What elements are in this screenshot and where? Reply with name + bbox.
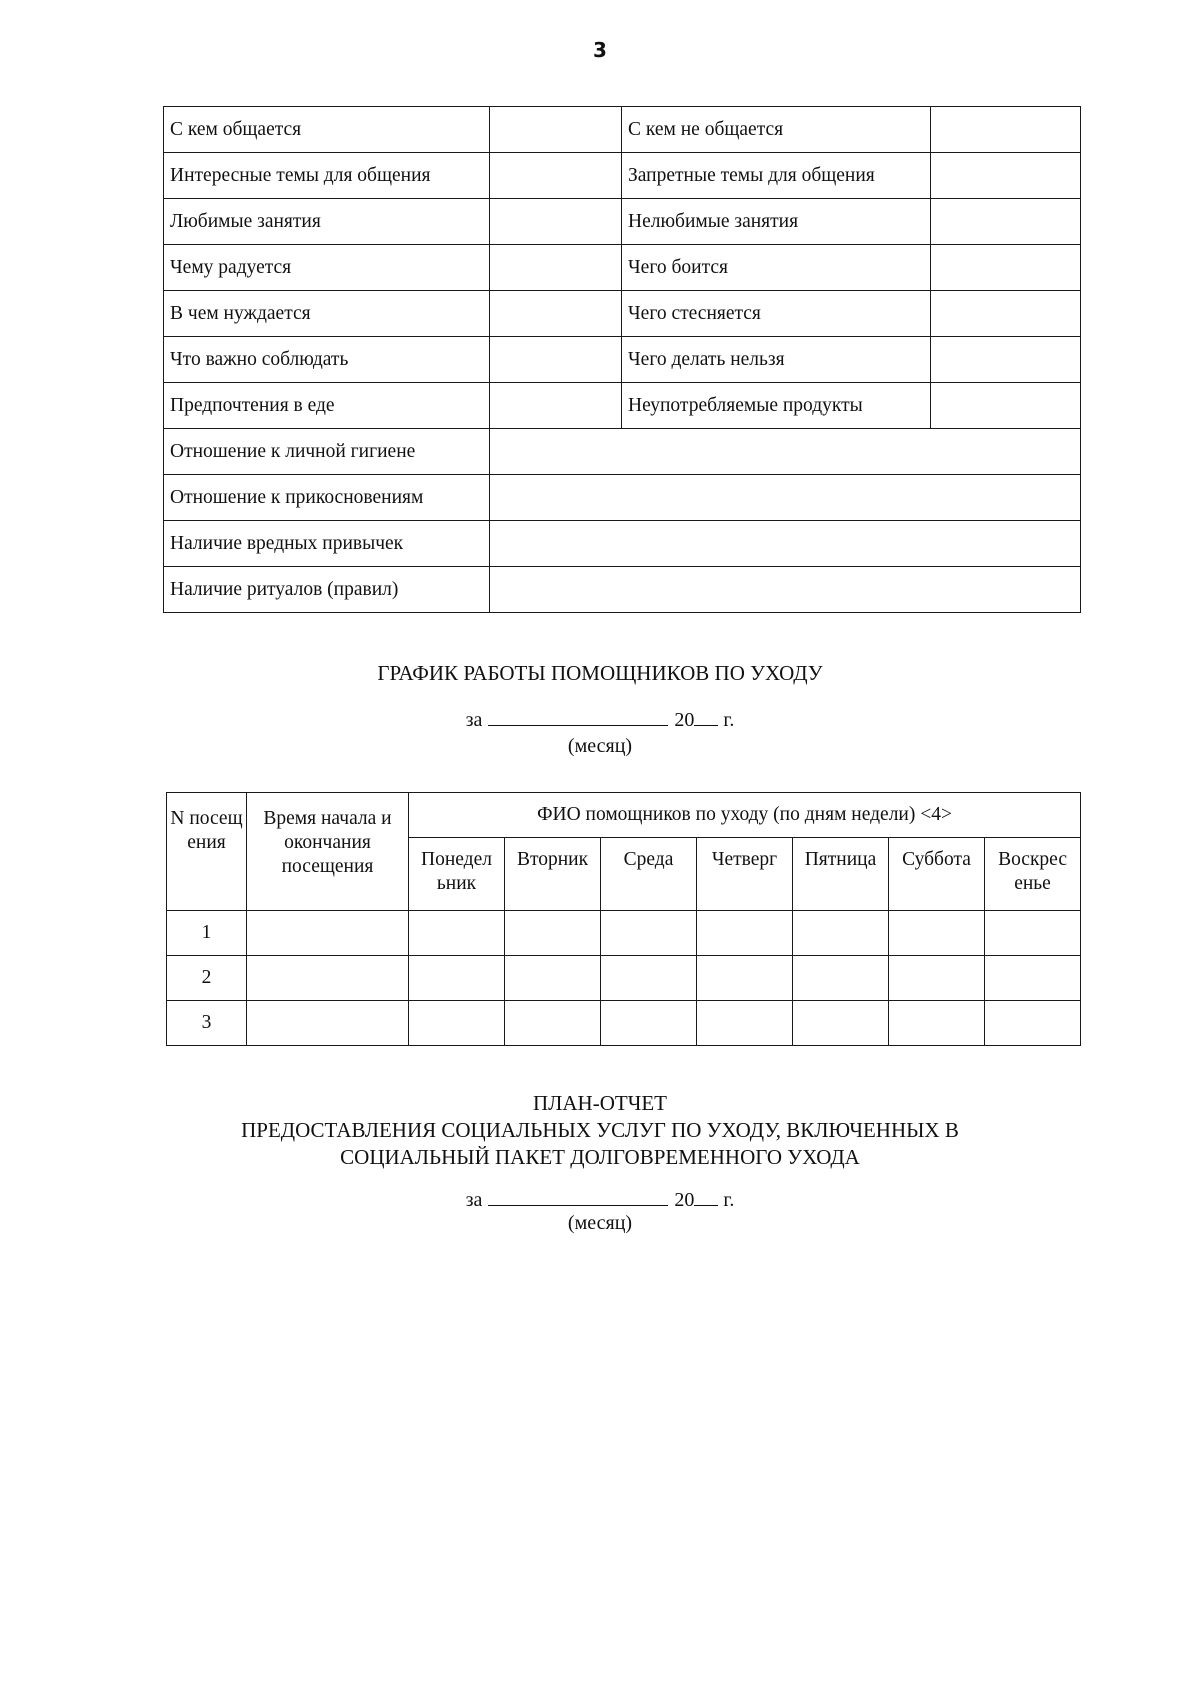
schedule-day-header: Понедел ьник [409, 838, 505, 911]
page-number: 3 [593, 38, 607, 62]
schedule-assistant-cell[interactable] [793, 911, 889, 956]
schedule-month-note: (месяц) [567, 735, 633, 757]
profile-paired-row [164, 291, 1081, 337]
plan-report-title [0, 1090, 1200, 1171]
plan-report-title-line1: ПЛАН-ОТЧЕТ [532, 1091, 668, 1115]
plan-report-month-note: (месяц) [567, 1212, 633, 1234]
schedule-day-header: Суббота [889, 838, 985, 911]
profile-right-label: Запретные темы для общения [622, 153, 931, 199]
schedule-day-header: Воскрес енье [985, 838, 1081, 911]
profile-paired-row [164, 245, 1081, 291]
schedule-assistant-cell[interactable] [505, 911, 601, 956]
profile-single-label: Отношение к прикосновениям [164, 475, 490, 521]
schedule-month-blank[interactable] [488, 707, 668, 726]
profile-left-value[interactable] [490, 291, 622, 337]
profile-right-value[interactable] [931, 199, 1081, 245]
schedule-assistant-cell[interactable] [985, 956, 1081, 1001]
plan-report-year-prefix: 20 [674, 1189, 695, 1211]
plan-report-title-line3: СОЦИАЛЬНЫЙ ПАКЕТ ДОЛГОВРЕМЕННОГО УХОДА [340, 1145, 860, 1169]
schedule-table [166, 792, 1081, 1046]
profile-left-value[interactable] [490, 383, 622, 429]
profile-single-row [164, 521, 1081, 567]
schedule-year-suffix: г. [723, 709, 735, 731]
profile-left-label: Любимые занятия [164, 199, 490, 245]
schedule-assistant-cell[interactable] [601, 956, 697, 1001]
profile-single-value[interactable] [490, 475, 1081, 521]
schedule-row [167, 911, 1081, 956]
plan-report-title-line2: ПРЕДОСТАВЛЕНИЯ СОЦИАЛЬНЫХ УСЛУГ ПО УХОДУ, ВКЛЮЧЕННЫХ В [241, 1118, 959, 1142]
profile-left-label: Предпочтения в еде [164, 383, 490, 429]
profile-left-label: Интересные темы для общения [164, 153, 490, 199]
profile-right-value[interactable] [931, 383, 1081, 429]
profile-paired-row [164, 337, 1081, 383]
schedule-assistant-cell[interactable] [889, 911, 985, 956]
plan-report-month-blank[interactable] [488, 1187, 668, 1206]
profile-right-value[interactable] [931, 107, 1081, 153]
schedule-time-cell[interactable] [247, 911, 409, 956]
schedule-assistant-cell[interactable] [697, 1001, 793, 1046]
schedule-year-blank[interactable] [694, 707, 718, 726]
schedule-period-line [0, 707, 1200, 732]
profile-right-label: С кем не общается [622, 107, 931, 153]
profile-right-label: Чего боится [622, 245, 931, 291]
profile-paired-row [164, 107, 1081, 153]
schedule-assistant-cell[interactable] [601, 1001, 697, 1046]
profile-single-label: Наличие ритуалов (правил) [164, 567, 490, 613]
plan-report-year-suffix: г. [723, 1189, 735, 1211]
schedule-table-body [167, 793, 1081, 1046]
schedule-assistant-cell[interactable] [601, 911, 697, 956]
plan-report-year-blank[interactable] [694, 1187, 718, 1206]
profile-single-label: Наличие вредных привычек [164, 521, 490, 567]
profile-left-label: В чем нуждается [164, 291, 490, 337]
schedule-assistant-cell[interactable] [409, 1001, 505, 1046]
profile-single-value[interactable] [490, 521, 1081, 567]
schedule-assistant-cell[interactable] [409, 911, 505, 956]
profile-left-label: Что важно соблюдать [164, 337, 490, 383]
schedule-assistant-cell[interactable] [793, 1001, 889, 1046]
profile-single-value[interactable] [490, 429, 1081, 475]
profile-right-value[interactable] [931, 245, 1081, 291]
schedule-assistant-cell[interactable] [505, 1001, 601, 1046]
schedule-assistant-cell[interactable] [985, 911, 1081, 956]
profile-left-value[interactable] [490, 245, 622, 291]
profile-paired-row [164, 199, 1081, 245]
schedule-year-prefix: 20 [674, 709, 695, 731]
profile-right-label: Нелюбимые занятия [622, 199, 931, 245]
profile-single-value[interactable] [490, 567, 1081, 613]
schedule-assistant-cell[interactable] [985, 1001, 1081, 1046]
schedule-day-header: Пятница [793, 838, 889, 911]
profile-paired-row [164, 383, 1081, 429]
schedule-col-time-header: Время начала и окончания посещения [247, 793, 409, 911]
schedule-assistant-cell[interactable] [697, 956, 793, 1001]
schedule-col-number-header: N посещ ения [167, 793, 247, 911]
schedule-row [167, 1001, 1081, 1046]
schedule-day-header: Вторник [505, 838, 601, 911]
profile-right-value[interactable] [931, 337, 1081, 383]
schedule-assistant-cell[interactable] [889, 1001, 985, 1046]
schedule-title: ГРАФИК РАБОТЫ ПОМОЩНИКОВ ПО УХОДУ [377, 661, 823, 685]
plan-report-period-line [0, 1187, 1200, 1212]
profile-paired-row [164, 153, 1081, 199]
schedule-row [167, 956, 1081, 1001]
profile-single-label: Отношение к личной гигиене [164, 429, 490, 475]
schedule-row-number: 1 [167, 911, 247, 956]
schedule-day-header: Четверг [697, 838, 793, 911]
schedule-group-header: ФИО помощников по уходу (по дням недели) <4> [409, 793, 1081, 838]
profile-left-value[interactable] [490, 337, 622, 383]
schedule-time-cell[interactable] [247, 956, 409, 1001]
profile-left-label: Чему радуется [164, 245, 490, 291]
plan-report-for-prefix: за [465, 1189, 483, 1211]
schedule-assistant-cell[interactable] [793, 956, 889, 1001]
profile-left-value[interactable] [490, 199, 622, 245]
schedule-assistant-cell[interactable] [409, 956, 505, 1001]
schedule-row-number: 2 [167, 956, 247, 1001]
profile-left-value[interactable] [490, 107, 622, 153]
schedule-assistant-cell[interactable] [697, 911, 793, 956]
profile-table-body [164, 107, 1081, 613]
schedule-assistant-cell[interactable] [505, 956, 601, 1001]
schedule-row-number: 3 [167, 1001, 247, 1046]
profile-left-label: С кем общается [164, 107, 490, 153]
profile-single-row [164, 429, 1081, 475]
schedule-time-cell[interactable] [247, 1001, 409, 1046]
profile-right-label: Чего стесняется [622, 291, 931, 337]
profile-right-value[interactable] [931, 153, 1081, 199]
schedule-for-prefix: за [465, 709, 483, 731]
profile-right-label: Неупотребляемые продукты [622, 383, 931, 429]
profile-right-value[interactable] [931, 291, 1081, 337]
schedule-assistant-cell[interactable] [889, 956, 985, 1001]
schedule-day-header: Среда [601, 838, 697, 911]
profile-right-label: Чего делать нельзя [622, 337, 931, 383]
profile-left-value[interactable] [490, 153, 622, 199]
schedule-header-row [167, 793, 1081, 838]
profile-single-row [164, 567, 1081, 613]
profile-single-row [164, 475, 1081, 521]
profile-table [163, 106, 1081, 613]
